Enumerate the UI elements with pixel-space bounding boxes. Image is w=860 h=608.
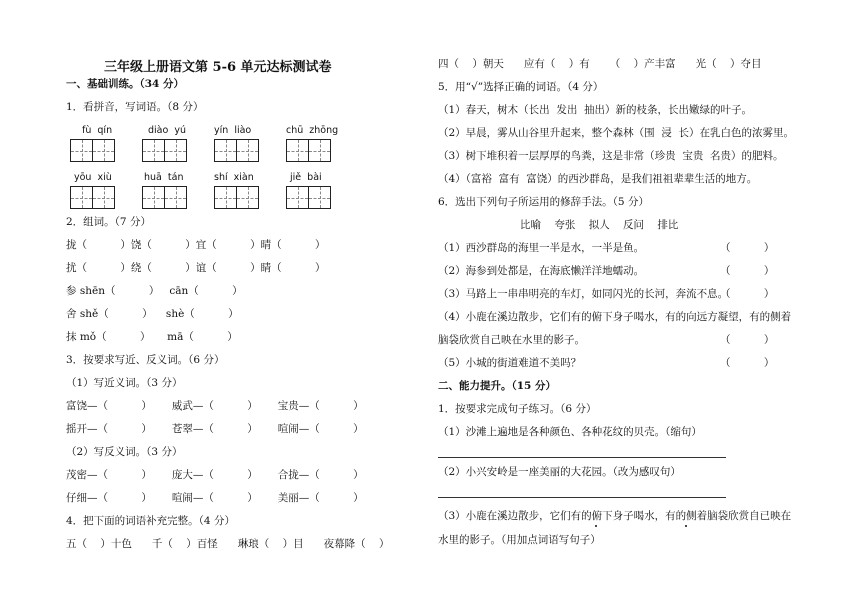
q21-a: （1）沙滩上遍地是各种颜色、各种花纹的贝壳。（缩句） bbox=[438, 426, 702, 438]
question-2-1: 1．按要求完成句子练习。（6 分） bbox=[438, 403, 597, 415]
question-1: 1．看拼音，写词语。（8 分） bbox=[66, 101, 204, 113]
pinyin-label: fù qín bbox=[82, 125, 113, 136]
emphasis-dot bbox=[595, 525, 597, 527]
q6-row: （1）西沙群岛的海里一半是水，一半是鱼。 bbox=[438, 242, 645, 254]
question-2: 2．组词。（7 分） bbox=[66, 216, 151, 228]
q2-row: 舍 shě（ ） shè（ ） bbox=[66, 308, 239, 320]
pinyin-label: yōu xiù bbox=[74, 172, 112, 183]
q6-answer[interactable]: （ ） bbox=[720, 334, 775, 346]
answer-line[interactable] bbox=[438, 457, 726, 458]
q4-row: 五（ ）十色 千（ ）百怪 琳琅（ ）目 夜幕降（ ） bbox=[66, 538, 390, 550]
q21-c: （3）小鹿在溪边散步，它们有的俯下身子喝水，有的侧着脑袋欣赏自已映在 bbox=[438, 510, 792, 522]
q6-row: （3）马路上一串串明亮的车灯，如同闪光的长河，奔流不息。 bbox=[438, 288, 729, 300]
q2-row: 参 shēn（ ） cān（ ） bbox=[66, 285, 243, 297]
q2-row: 抹 mǒ（ ） mā（ ） bbox=[66, 331, 238, 343]
q3b-heading: （2）写反义词。（3 分） bbox=[66, 446, 183, 458]
q5-row: （4）（富裕 富有 富饶）的西沙群岛，是我们祖祖辈辈生活的地方。 bbox=[438, 173, 758, 185]
question-3: 3．按要求写近、反义词。（6 分） bbox=[66, 354, 225, 366]
q6-answer[interactable]: （ ） bbox=[720, 288, 775, 300]
q3b-row: 仔细—（ ） 喧闹—（ ） 美丽—（ ） bbox=[66, 492, 364, 504]
pinyin-label: diào yú bbox=[148, 125, 186, 136]
q2-row: 拢（ ）饶（ ）宜（ ）晴（ ） bbox=[66, 239, 326, 251]
q4-row-continued: 四（ ）朝天 应有（ ）有 （ ）产丰富 光（ ）夺目 bbox=[438, 58, 762, 70]
q6-answer[interactable]: （ ） bbox=[720, 357, 775, 369]
q6-options: 比喻 夸张 拟人 反问 排比 bbox=[520, 219, 679, 231]
pinyin-label: yín liào bbox=[214, 125, 252, 136]
q6-row: （4）小鹿在溪边散步，它们有的俯下身子喝水，有的向远方凝望，有的侧着 bbox=[438, 311, 792, 323]
pinyin-label: jiě bài bbox=[290, 172, 322, 183]
question-4: 4．把下面的词语补充完整。（4 分） bbox=[66, 515, 235, 527]
q6-row-continued: 脑袋欣赏自己映在水里的影子。 bbox=[438, 334, 585, 346]
question-5: 5．用“√”选择正确的词语。（4 分） bbox=[438, 81, 604, 93]
section-2-heading: 二、能力提升。（15 分） bbox=[438, 380, 557, 392]
answer-line[interactable] bbox=[438, 497, 726, 498]
emphasis-dot bbox=[685, 525, 687, 527]
pinyin-label: huā tán bbox=[144, 172, 184, 183]
section-1-heading: 一、基础训练。（34 分） bbox=[66, 78, 185, 90]
q3a-heading: （1）写近义词。（3 分） bbox=[66, 377, 183, 389]
q6-answer[interactable]: （ ） bbox=[720, 242, 775, 254]
q5-row: （2）早晨，雾从山谷里升起来，整个森林（围 浸 长）在乳白色的浓雾里。 bbox=[438, 127, 795, 139]
page-title: 三年级上册语文第 5-6 单元达标测试卷 bbox=[104, 60, 332, 75]
q6-answer[interactable]: （ ） bbox=[720, 265, 775, 277]
pinyin-label: shí xiàn bbox=[214, 172, 254, 183]
q5-row: （1）春天，树木（长出 发出 抽出）新的枝条，长出嫩绿的叶子。 bbox=[438, 104, 753, 116]
q3a-row: 摇开—（ ） 苍翠—（ ） 喧闹—（ ） bbox=[66, 423, 364, 435]
question-6: 6．选出下列句子所运用的修辞手法。（5 分） bbox=[438, 196, 649, 208]
q2-row: 扰（ ）绕（ ）谊（ ）睛（ ） bbox=[66, 262, 326, 274]
q21-c-continued: 水里的影子。（用加点词语写句子） bbox=[438, 534, 601, 546]
q6-row: （2）海参到处都是，在海底懒洋洋地蠕动。 bbox=[438, 265, 645, 277]
pinyin-label: chū zhōng bbox=[286, 125, 339, 136]
q5-row: （3）树下堆积着一层厚厚的鸟粪，这是非常（珍贵 宝贵 名贵）的肥料。 bbox=[438, 150, 784, 162]
q3a-row: 富饶—（ ） 威武—（ ） 宝贵—（ ） bbox=[66, 400, 364, 412]
q3b-row: 茂密—（ ） 庞大—（ ） 合拢—（ ） bbox=[66, 469, 364, 481]
q6-row: （5）小城的街道难道不美吗？ bbox=[438, 357, 582, 369]
q21-b: （2）小兴安岭是一座美丽的大花园。（改为感叹句） bbox=[438, 466, 681, 478]
